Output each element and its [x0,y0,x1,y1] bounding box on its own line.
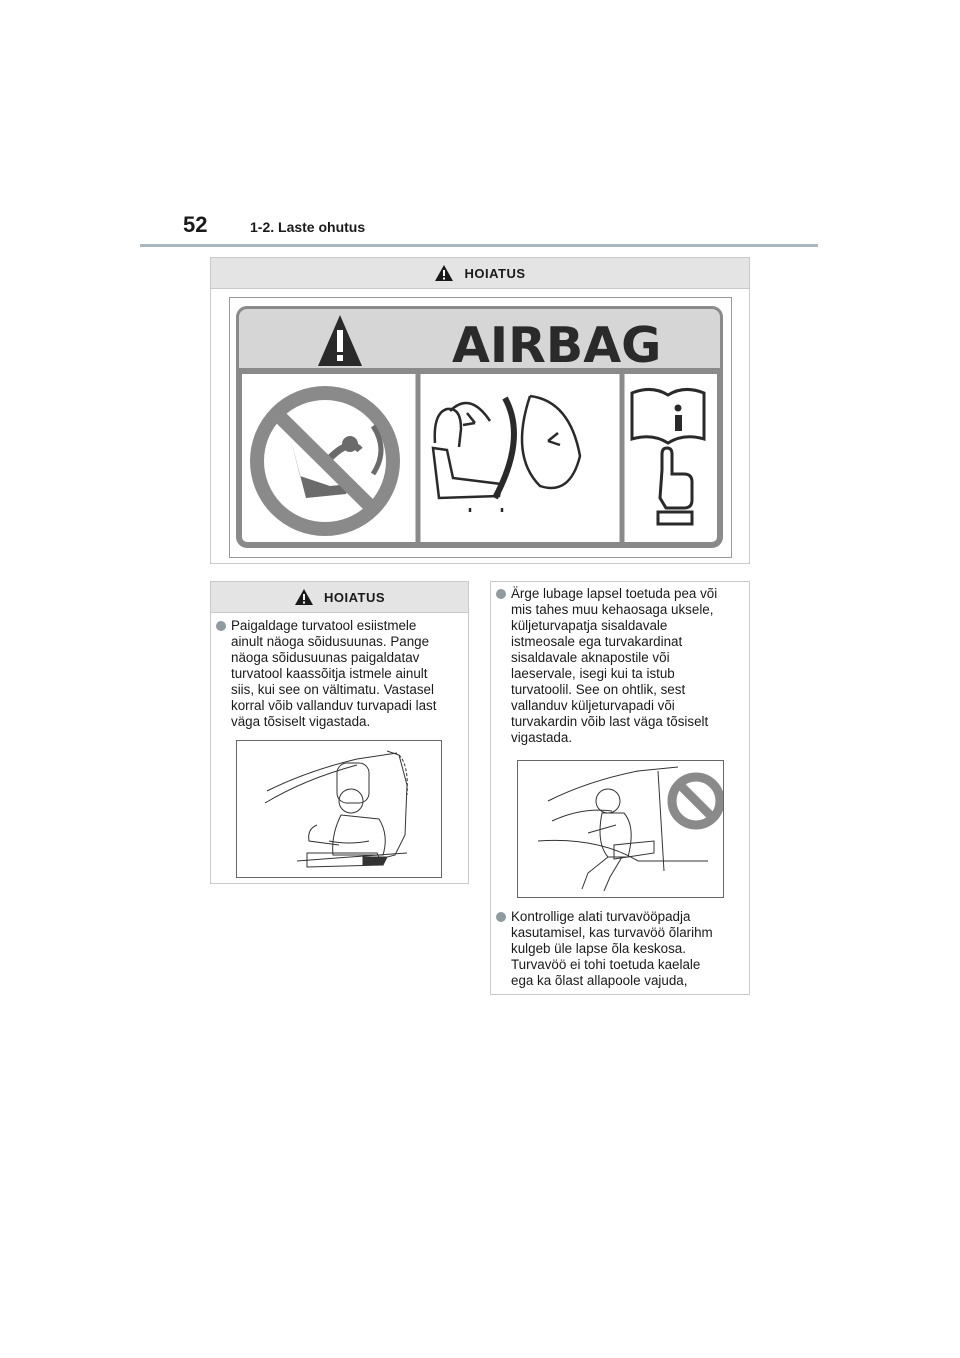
airbag-label-illustration [229,297,732,558]
bullet-icon [496,912,506,922]
warning-header [211,258,749,289]
bullet-text: Kontrollige alati turvavööpadja kasutamisel, kas turvavöö õlarihm kulgeb üle lapse õla keskosa. Turvavöö ei tohi toetuda kaelale ega ka õlast allapoole vajuda, [511,909,713,988]
warning-bullet [493,586,763,746]
header-divider [140,244,818,247]
forward-facing-child-seat-illustration [236,740,442,878]
airbag-warning-label [230,298,731,557]
bullet-text: Ärge lubage lapsel toetuda pea või mis tahes muu kehaosaga uksele, küljeturvapatja sisaldavale istmeosale ega turvakardinat sisaldavale aknapostile või laeservale, isegi kui ta istub turvatoolil. See on ohtlik, sest vallanduv küljeturvapadi või turvakardin võib last väga tõsiselt vigastada. [511,586,718,745]
warning-bullet [213,618,481,730]
bullet-icon [216,621,226,631]
warning-triangle-icon [434,264,454,282]
airbag-text: AIRBAG [452,317,662,374]
warning-title: HOIATUS [323,589,386,605]
child-leaning-on-door-illustration [517,760,724,898]
warning-triangle-icon [294,588,314,606]
warning-box-side-airbag [490,581,750,995]
section-title: 1-2. Laste ohutus [250,219,366,235]
warning-bullet [493,909,763,989]
warning-box-forward-facing-seat [210,581,469,884]
warning-title: HOIATUS [464,265,526,281]
page-number: 52 [183,212,208,237]
warning-header [211,582,468,613]
bullet-text: Paigaldage turvatool esiistmele ainult näoga sõidusuunas. Pange näoga sõidusuunas paigaldatav turvatool kaassõitja istmele ainult siis, kui see on vältimatu. Vastasel korral võib vallanduv turvapadi last väga tõsiselt vigastada. [231,618,437,729]
bullet-icon [496,589,506,599]
warning-box-airbag-label [210,257,750,564]
